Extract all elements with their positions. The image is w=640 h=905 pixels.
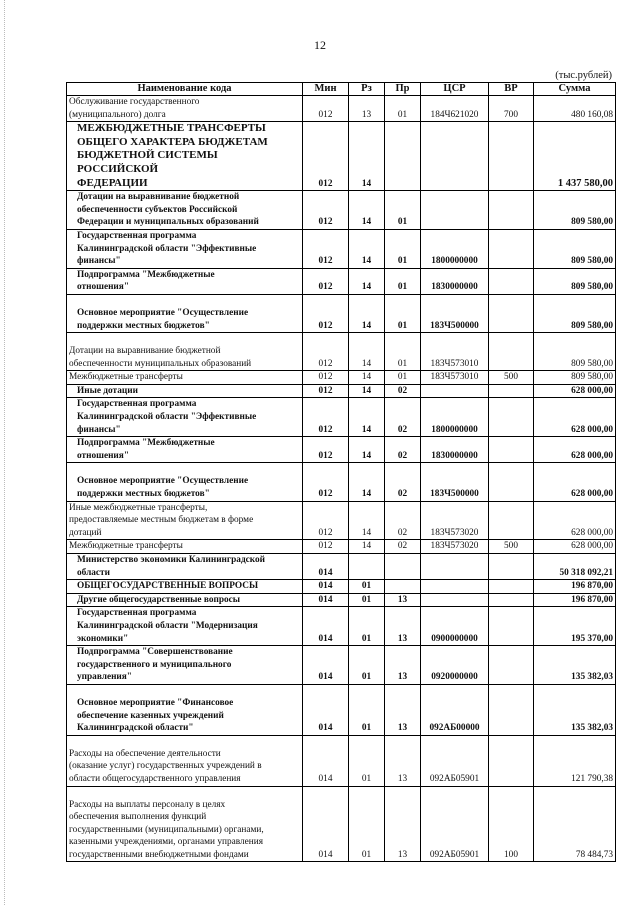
cell-rz: 14 <box>349 371 385 385</box>
table-row <box>67 333 616 371</box>
cell-sum: 809 580,00 <box>534 333 616 371</box>
table-row <box>67 580 616 594</box>
cell-pr: 01 <box>385 371 421 385</box>
table-row <box>67 294 616 332</box>
cell-csr: 1800000000 <box>421 398 489 437</box>
cell-rz: 14 <box>349 268 385 294</box>
cell-min: 014 <box>303 593 349 607</box>
cell-vr <box>489 580 534 594</box>
col-header-name: Наименование кода <box>67 83 303 96</box>
cell-min: 014 <box>303 646 349 685</box>
cell-name: Расходы на выплаты персоналу в целях обеспечения выполнения функций государственными (муниципальными) органами, казенными учреждениями, органами управления государственными внебюджетными фондами <box>67 786 303 862</box>
cell-vr: 700 <box>489 96 534 122</box>
table-row <box>67 540 616 554</box>
cell-sum: 196 870,00 <box>534 580 616 594</box>
cell-rz: 14 <box>349 463 385 501</box>
cell-rz: 14 <box>349 384 385 398</box>
cell-csr: 183Ч573010 <box>421 371 489 385</box>
table-row <box>67 191 616 230</box>
cell-csr: 1830000000 <box>421 437 489 463</box>
page-number: 12 <box>314 38 326 52</box>
cell-min: 012 <box>303 294 349 332</box>
left-margin-line <box>4 0 5 905</box>
units-label: (тыс.рублей) <box>555 70 612 81</box>
col-header-csr: ЦСР <box>421 83 489 96</box>
cell-vr: 500 <box>489 540 534 554</box>
table-row <box>67 398 616 437</box>
cell-rz <box>349 554 385 580</box>
cell-sum: 78 484,73 <box>534 786 616 862</box>
cell-pr: 13 <box>385 607 421 646</box>
table-row <box>67 646 616 685</box>
cell-name: Межбюджетные трансферты <box>67 371 303 385</box>
cell-csr <box>421 593 489 607</box>
cell-pr <box>385 580 421 594</box>
cell-rz: 01 <box>349 684 385 735</box>
cell-pr: 01 <box>385 191 421 230</box>
cell-min: 012 <box>303 371 349 385</box>
table-row <box>67 501 616 540</box>
budget-table <box>66 82 616 862</box>
cell-csr: 183Ч573010 <box>421 333 489 371</box>
cell-min: 012 <box>303 268 349 294</box>
cell-vr <box>489 191 534 230</box>
cell-pr: 02 <box>385 540 421 554</box>
table-row <box>67 384 616 398</box>
cell-name: Основное мероприятие "Финансовое обеспечение казенных учреждений Калининградской области" <box>67 684 303 735</box>
cell-vr <box>489 122 534 191</box>
cell-name: Государственная программа Калининградской области "Эффективные финансы" <box>67 229 303 268</box>
cell-min: 012 <box>303 463 349 501</box>
cell-sum: 480 160,08 <box>534 96 616 122</box>
cell-min: 014 <box>303 735 349 786</box>
cell-sum: 50 318 092,21 <box>534 554 616 580</box>
cell-sum: 628 000,00 <box>534 384 616 398</box>
col-header-rz: Рз <box>349 83 385 96</box>
cell-name: Обслуживание государственного (муниципального) долга <box>67 96 303 122</box>
cell-vr <box>489 501 534 540</box>
cell-sum: 121 790,38 <box>534 735 616 786</box>
cell-name: Подпрограмма "Совершенствование государственного и муниципального управления" <box>67 646 303 685</box>
cell-name: Иные межбюджетные трансферты, предоставляемые местным бюджетам в форме дотаций <box>67 501 303 540</box>
cell-pr: 01 <box>385 96 421 122</box>
table-row <box>67 463 616 501</box>
cell-pr <box>385 122 421 191</box>
cell-csr: 092АБ05901 <box>421 786 489 862</box>
cell-rz: 14 <box>349 122 385 191</box>
cell-sum: 809 580,00 <box>534 268 616 294</box>
col-header-sum: Сумма <box>534 83 616 96</box>
cell-pr: 13 <box>385 593 421 607</box>
cell-vr: 100 <box>489 786 534 862</box>
cell-pr: 02 <box>385 501 421 540</box>
cell-csr: 0920000000 <box>421 646 489 685</box>
cell-name: МЕЖБЮДЖЕТНЫЕ ТРАНСФЕРТЫ ОБЩЕГО ХАРАКТЕРА БЮДЖЕТАМ БЮДЖЕТНОЙ СИСТЕМЫ РОССИЙСКОЙ ФЕДЕРАЦИИ <box>67 122 303 191</box>
cell-rz: 14 <box>349 229 385 268</box>
cell-rz: 14 <box>349 191 385 230</box>
cell-sum: 135 382,03 <box>534 646 616 685</box>
cell-csr: 183Ч500000 <box>421 294 489 332</box>
cell-csr: 1800000000 <box>421 229 489 268</box>
cell-name: Подпрограмма "Межбюджетные отношения" <box>67 437 303 463</box>
cell-rz: 01 <box>349 607 385 646</box>
table-body <box>67 96 616 862</box>
cell-pr: 02 <box>385 463 421 501</box>
cell-rz: 01 <box>349 593 385 607</box>
cell-pr: 02 <box>385 437 421 463</box>
cell-csr <box>421 191 489 230</box>
cell-sum: 809 580,00 <box>534 191 616 230</box>
cell-pr: 13 <box>385 735 421 786</box>
cell-rz: 14 <box>349 333 385 371</box>
cell-pr: 02 <box>385 398 421 437</box>
cell-pr: 02 <box>385 384 421 398</box>
cell-min: 012 <box>303 384 349 398</box>
col-header-vr: ВР <box>489 83 534 96</box>
cell-csr: 183Ч573020 <box>421 501 489 540</box>
cell-min: 012 <box>303 540 349 554</box>
cell-sum: 628 000,00 <box>534 501 616 540</box>
table-row <box>67 735 616 786</box>
cell-vr <box>489 554 534 580</box>
cell-name: Подпрограмма "Межбюджетные отношения" <box>67 268 303 294</box>
cell-name: Дотации на выравнивание бюджетной обеспеченности субъектов Российской Федерации и муниципальных образований <box>67 191 303 230</box>
cell-sum: 135 382,03 <box>534 684 616 735</box>
cell-rz: 14 <box>349 540 385 554</box>
cell-min: 012 <box>303 191 349 230</box>
cell-vr <box>489 294 534 332</box>
cell-csr: 1830000000 <box>421 268 489 294</box>
table-header-row <box>67 83 616 96</box>
col-header-pr: Пр <box>385 83 421 96</box>
table-row <box>67 122 616 191</box>
cell-rz: 01 <box>349 786 385 862</box>
cell-min: 012 <box>303 333 349 371</box>
cell-pr: 01 <box>385 268 421 294</box>
cell-pr: 01 <box>385 333 421 371</box>
cell-name: Государственная программа Калининградской области "Модернизация экономики" <box>67 607 303 646</box>
cell-vr <box>489 268 534 294</box>
cell-name: Министерство экономики Калининградской области <box>67 554 303 580</box>
cell-pr: 13 <box>385 684 421 735</box>
cell-vr <box>489 684 534 735</box>
cell-min: 014 <box>303 786 349 862</box>
cell-csr: 092АБ05901 <box>421 735 489 786</box>
cell-pr: 01 <box>385 229 421 268</box>
cell-vr <box>489 593 534 607</box>
cell-min: 014 <box>303 607 349 646</box>
cell-sum: 628 000,00 <box>534 398 616 437</box>
cell-csr: 183Ч573020 <box>421 540 489 554</box>
cell-min: 014 <box>303 554 349 580</box>
cell-vr <box>489 463 534 501</box>
cell-csr: 0900000000 <box>421 607 489 646</box>
cell-rz: 14 <box>349 501 385 540</box>
cell-rz: 13 <box>349 96 385 122</box>
cell-vr <box>489 384 534 398</box>
cell-name: Межбюджетные трансферты <box>67 540 303 554</box>
cell-rz: 14 <box>349 398 385 437</box>
cell-min: 012 <box>303 96 349 122</box>
cell-pr: 01 <box>385 294 421 332</box>
cell-min: 012 <box>303 437 349 463</box>
table-row <box>67 786 616 862</box>
cell-name: Государственная программа Калининградской области "Эффективные финансы" <box>67 398 303 437</box>
cell-sum: 628 000,00 <box>534 463 616 501</box>
cell-vr <box>489 437 534 463</box>
cell-csr <box>421 122 489 191</box>
cell-sum: 809 580,00 <box>534 371 616 385</box>
cell-min: 014 <box>303 684 349 735</box>
table-row <box>67 96 616 122</box>
cell-rz: 01 <box>349 735 385 786</box>
cell-name: Дотации на выравнивание бюджетной обеспеченности муниципальных образований <box>67 333 303 371</box>
cell-name: Основное мероприятие "Осуществление поддержки местных бюджетов" <box>67 463 303 501</box>
table-row <box>67 268 616 294</box>
cell-csr <box>421 384 489 398</box>
cell-pr <box>385 554 421 580</box>
cell-vr <box>489 398 534 437</box>
cell-vr <box>489 735 534 786</box>
cell-sum: 1 437 580,00 <box>534 122 616 191</box>
cell-sum: 628 000,00 <box>534 437 616 463</box>
table-row <box>67 229 616 268</box>
cell-rz: 14 <box>349 437 385 463</box>
cell-sum: 196 870,00 <box>534 593 616 607</box>
cell-min: 014 <box>303 580 349 594</box>
table-row <box>67 554 616 580</box>
cell-min: 012 <box>303 398 349 437</box>
table-row <box>67 437 616 463</box>
cell-vr <box>489 333 534 371</box>
cell-csr: 184Ч621020 <box>421 96 489 122</box>
cell-sum: 809 580,00 <box>534 229 616 268</box>
cell-csr: 183Ч500000 <box>421 463 489 501</box>
cell-vr <box>489 646 534 685</box>
cell-csr: 092АБ00000 <box>421 684 489 735</box>
cell-min: 012 <box>303 122 349 191</box>
col-header-min: Мин <box>303 83 349 96</box>
cell-vr: 500 <box>489 371 534 385</box>
cell-pr: 13 <box>385 646 421 685</box>
cell-name: Другие общегосударственные вопросы <box>67 593 303 607</box>
cell-sum: 809 580,00 <box>534 294 616 332</box>
cell-vr <box>489 607 534 646</box>
cell-min: 012 <box>303 229 349 268</box>
cell-rz: 01 <box>349 646 385 685</box>
cell-csr <box>421 554 489 580</box>
cell-pr: 13 <box>385 786 421 862</box>
cell-sum: 195 370,00 <box>534 607 616 646</box>
cell-csr <box>421 580 489 594</box>
cell-min: 012 <box>303 501 349 540</box>
cell-name: Расходы на обеспечение деятельности (оказание услуг) государственных учреждений в области общегосударственного управления <box>67 735 303 786</box>
cell-name: Основное мероприятие "Осуществление поддержки местных бюджетов" <box>67 294 303 332</box>
cell-name: ОБЩЕГОСУДАРСТВЕННЫЕ ВОПРОСЫ <box>67 580 303 594</box>
table-row <box>67 371 616 385</box>
cell-rz: 01 <box>349 580 385 594</box>
cell-rz: 14 <box>349 294 385 332</box>
cell-vr <box>489 229 534 268</box>
cell-sum: 628 000,00 <box>534 540 616 554</box>
table-row <box>67 684 616 735</box>
table-row <box>67 607 616 646</box>
table-row <box>67 593 616 607</box>
cell-name: Иные дотации <box>67 384 303 398</box>
